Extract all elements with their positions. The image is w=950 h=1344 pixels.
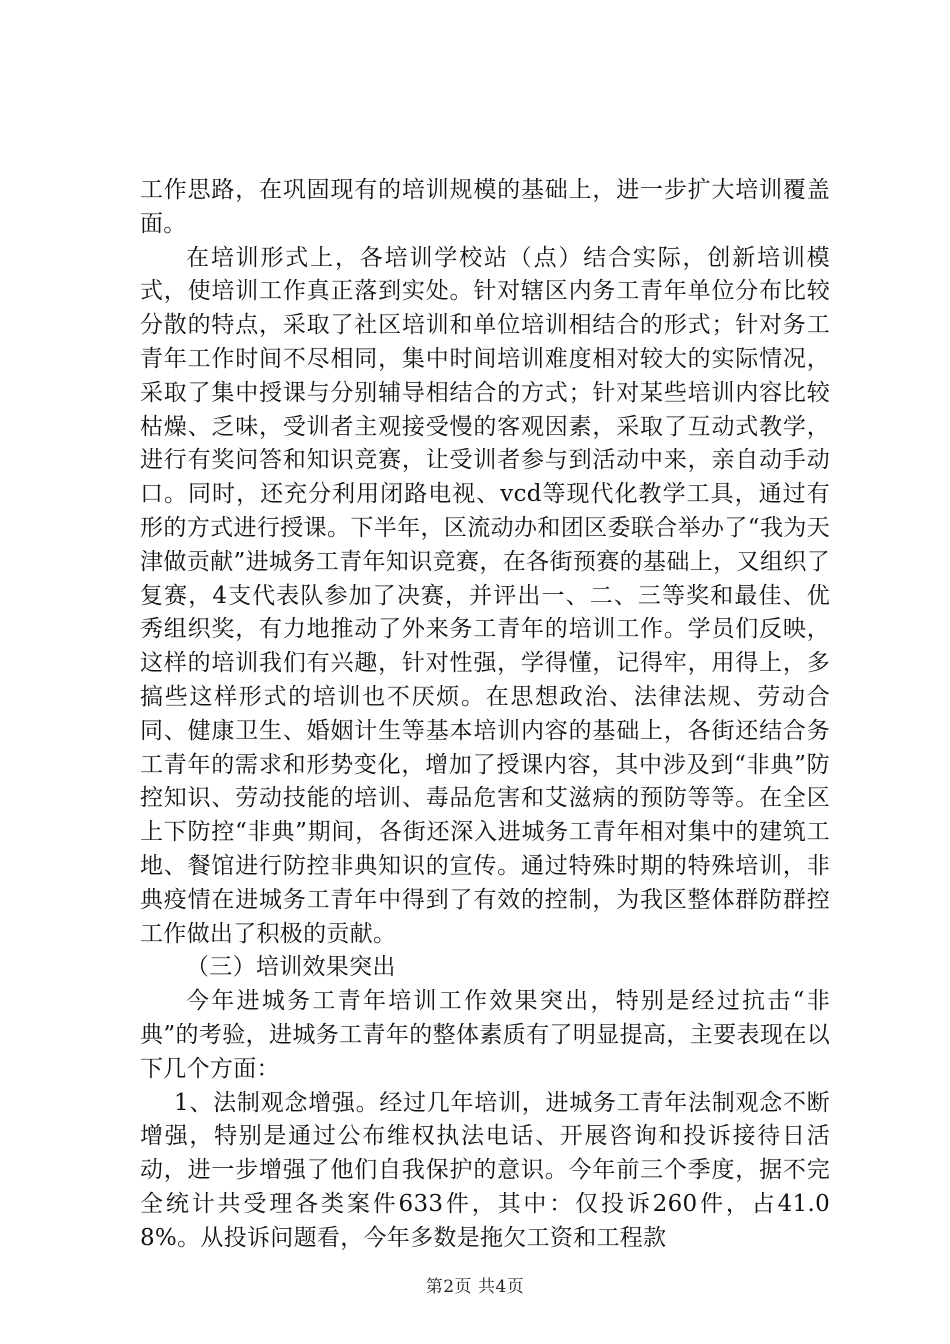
page-footer: 第2页 共4页 xyxy=(425,1277,525,1297)
section-heading-training-effect: （三）培训效果突出 xyxy=(186,954,396,981)
document-body xyxy=(140,174,830,1256)
paragraph-training-form: 在培训形式上，各培训学校站（点）结合实际，创新培训模式，使培训工作真正落到实处。针对辖区内务工青年单位分布比较分散的特点，采取了社区培训和单位培训相结合的形式；针对务工青年工作时间不尽相同，集中时间培训难度相对较大的实际情况，采取了集中授课与分别辅导相结合的方式；针对某些培训内容比较枯燥、乏味，受训者主观接受慢的客观因素，采取了互动式教学，进行有奖问答和知识竞赛，让受训者参与到活动中来，亲自动手动口。同时，还充分利用闭路电视、vcd等现代化教学工具，通过有形的方式进行授课。下半年，区流动办和团区委联合举办了“我为天津做贡献”进城务工青年知识竞赛，在各街预赛的基础上，又组织了复赛，4支代表队参加了决赛，并评出一、二、三等奖和最佳、优秀组织奖，有力地推动了外来务工青年的培训工作。学员们反映，这样的培训我们有兴趣，针对性强，学得懂，记得牢，用得上，多搞些这样形式的培训也不厌烦。在思想政治、法律法规、劳动合同、健康卫生、婚姻计生等基本培训内容的基础上，各街还结合务工青年的需求和形势变化，增加了授课内容，其中涉及到“非典”防控知识、劳动技能的培训、毒品危害和艾滋病的预防等等。在全区上下防控“非典”期间，各街还深入进城务工青年相对集中的建筑工地、餐馆进行防控非典知识的宣传。通过特殊时期的特殊培训，非典疫情在进城务工青年中得到了有效的控制，为我区整体群防群控工作做出了积极的贡献。 xyxy=(140,244,830,947)
paragraph-training-effect-intro: 今年进城务工青年培训工作效果突出，特别是经过抗击“非典”的考验，进城务工青年的整体素质有了明显提高，主要表现在以下几个方面： xyxy=(140,988,830,1082)
paragraph-continued: 工作思路，在巩固现有的培训规模的基础上，进一步扩大培训覆盖面。 xyxy=(140,177,830,237)
paragraph-legal-awareness: 1、法制观念增强。经过几年培训，进城务工青年法制观念不断增强，特别是通过公布维权执法电话、开展咨询和投诉接待日活动，进一步增强了他们自我保护的意识。今年前三个季度，据不完全统计共受理各类案件633件，其中：仅投诉260件，占41.08%。从投诉问题看，今年多数是拖欠工资和工程款 xyxy=(140,1089,830,1251)
